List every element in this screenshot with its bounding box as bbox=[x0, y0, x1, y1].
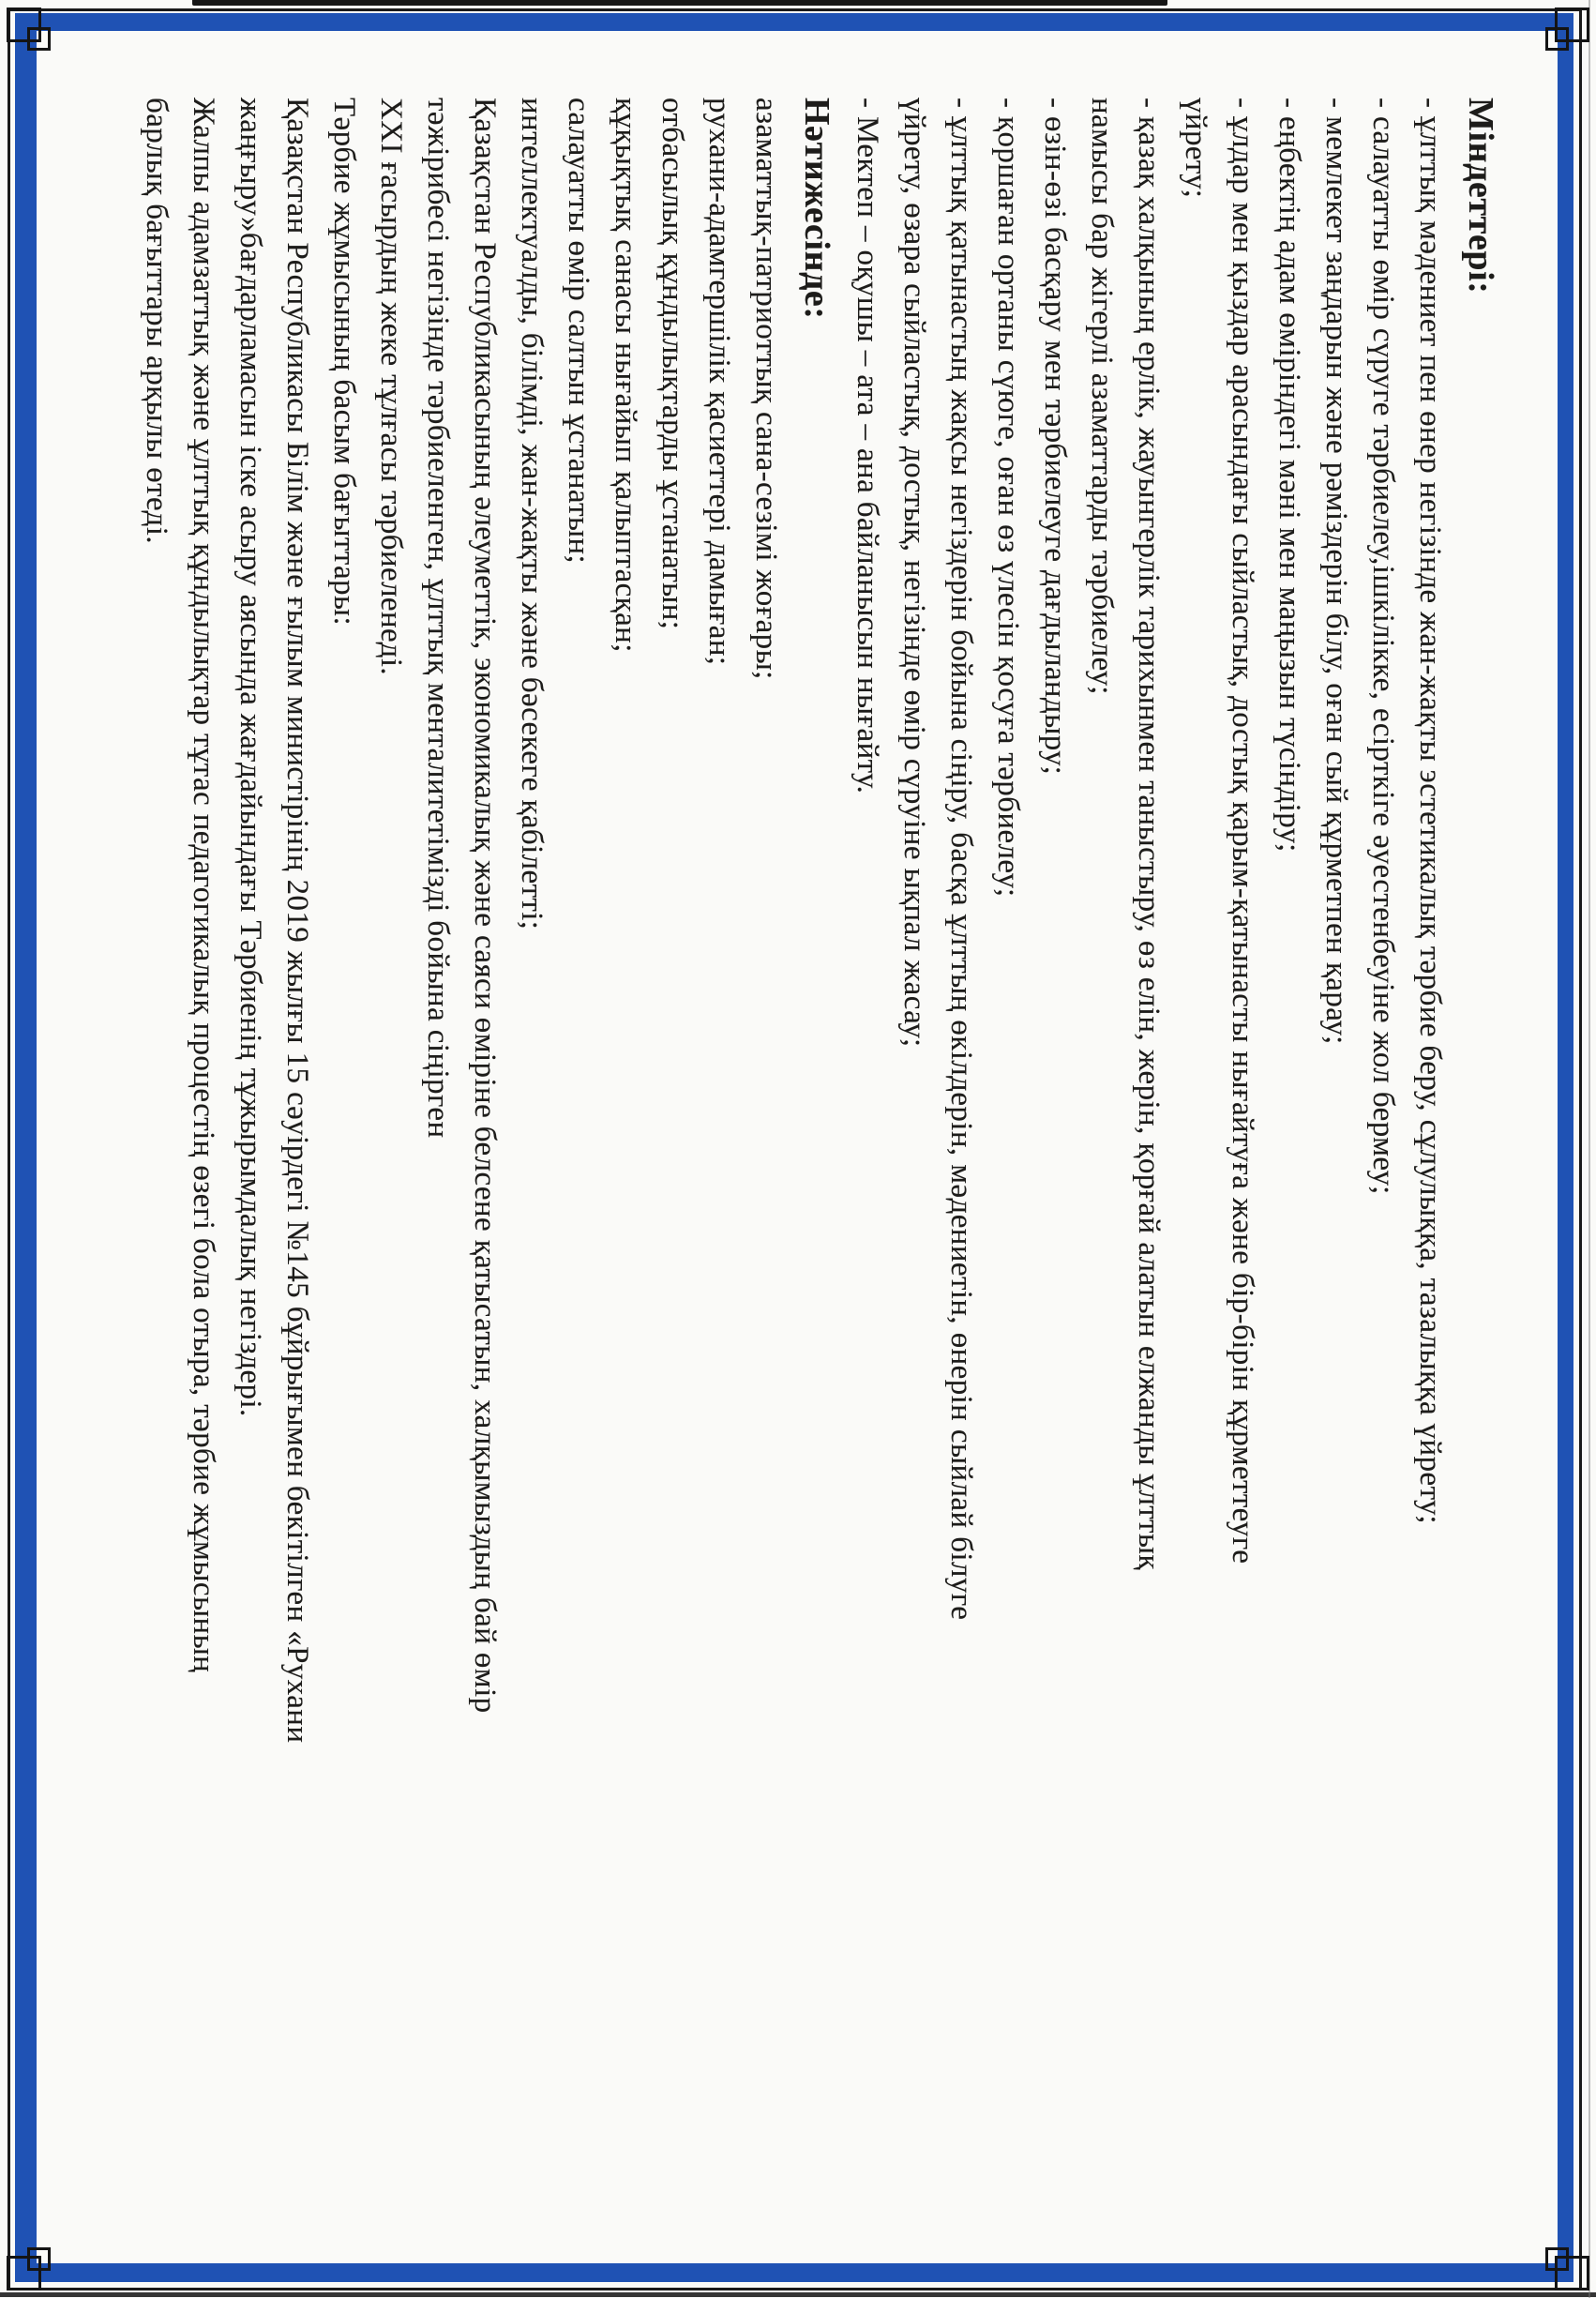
text-line: тәжірибесі негізінде тәрбиеленген, ұлттық менталитетімізді бойына сіңірген bbox=[421, 98, 455, 1139]
text-line: - ұлттық мәдениет пен өнер негізінде жан-жақты эстетикалық тәрбие беру, сұлулыққа, тазалыққа үйрету; bbox=[1413, 98, 1447, 1524]
text-line: салауатты өмір салтын ұстанатын; bbox=[562, 98, 595, 565]
text-line: Қазақстан Республикасы Білім және ғылым министірінің 2019 жылғы 15 сәуірдегі №145 бұйрығымен бекітілген «Рухани bbox=[280, 98, 314, 1744]
text-line: рухани-адамгершілік қасиеттері дамыған; bbox=[702, 98, 736, 666]
heading-line: Нәтижесінде: bbox=[797, 98, 836, 320]
text-line: - өзін-өзі басқару мен тәрбиелеуге дағдыландыру; bbox=[1038, 98, 1072, 776]
text-line: - қазақ халқының ерлік, жауынгерлік тарихынмен таныстыру, өз елін, жерін, қорғай алатын елжанды ұлттық bbox=[1132, 98, 1166, 1570]
document-lines bbox=[133, 98, 1508, 2195]
text-line: намысы бар жігерлі азаматтарды тәрбиелеу; bbox=[1085, 98, 1119, 695]
text-line: - қоршаған ортаны сүюге, оған өз үлесін қосуға тәрбиелеу; bbox=[991, 98, 1025, 898]
text-line: XXI ғасырдың жеке тұлғасы тәрбиеленеді. bbox=[374, 98, 408, 676]
text-line: - мемлекет заңдарын және рәміздерін білу, оған сый құрметпен қарау; bbox=[1319, 98, 1353, 1045]
text-line: барлық бағыттары арқылы өтеді. bbox=[140, 98, 173, 544]
text-line: Жалпы адамзаттық және ұлттық құндылықтар тұтас педагогикалық процестің өзегі бола отыра, тәрбие жұмысының bbox=[187, 98, 220, 1673]
text-line: отбасылық құндылықтарды ұстанатын; bbox=[655, 98, 689, 630]
text-line: - ұлттық қатынастың жақсы негіздерін бойына сіңіру, басқа ұлттың өкілдерін, мәдениетін, өнерін сыйлай білуге bbox=[944, 98, 978, 1621]
text-line: азаматтық-патриоттық сана-сезімі жоғары; bbox=[749, 98, 783, 680]
text-line: Қазақстан Республикасының әлеуметтік, экономикалық және саяси өміріне белсене қатысатын, халқымыздың бай өмір bbox=[468, 98, 502, 1714]
text-line: - еңбектің адам өміріндегі мәні мен маңызын түсіндіру; bbox=[1272, 98, 1306, 853]
text-line: құқықтық санасы нығайып қалыптасқан; bbox=[609, 98, 642, 653]
heading-line: Міндеттері: bbox=[1461, 98, 1500, 295]
text-line: үйрету, өзара сыйластық, достық, негізінде өмір сүруіне ықпал жасау; bbox=[897, 98, 931, 1048]
text-line: - ұлдар мен қыздар арасындағы сыйластық, достық қарым-қатынасты нығайтуға және бір-бірін құрметтеуге bbox=[1226, 98, 1259, 1565]
text-line: интеллектуалды, білімді, жан-жақты және бәсекеге қабілетті; bbox=[515, 98, 549, 930]
text-line: - салауатты өмір сүруге тәрбиелеу,ішкілікке, есірткіге әуестенбеуіне жол бермеу; bbox=[1366, 98, 1400, 1195]
text-line: - Мектеп – оқушы – ата – ана байланысын нығайту. bbox=[851, 98, 884, 794]
text-line: жаңғыру»бағдарламасын іске асыру аясында жағдайындағы Тәрбиенің тұжырымдалық негіздері. bbox=[233, 98, 267, 1417]
text-line: Тәрбие жұмысының басым бағыттары: bbox=[327, 98, 361, 627]
text-line: үйрету; bbox=[1179, 98, 1212, 199]
